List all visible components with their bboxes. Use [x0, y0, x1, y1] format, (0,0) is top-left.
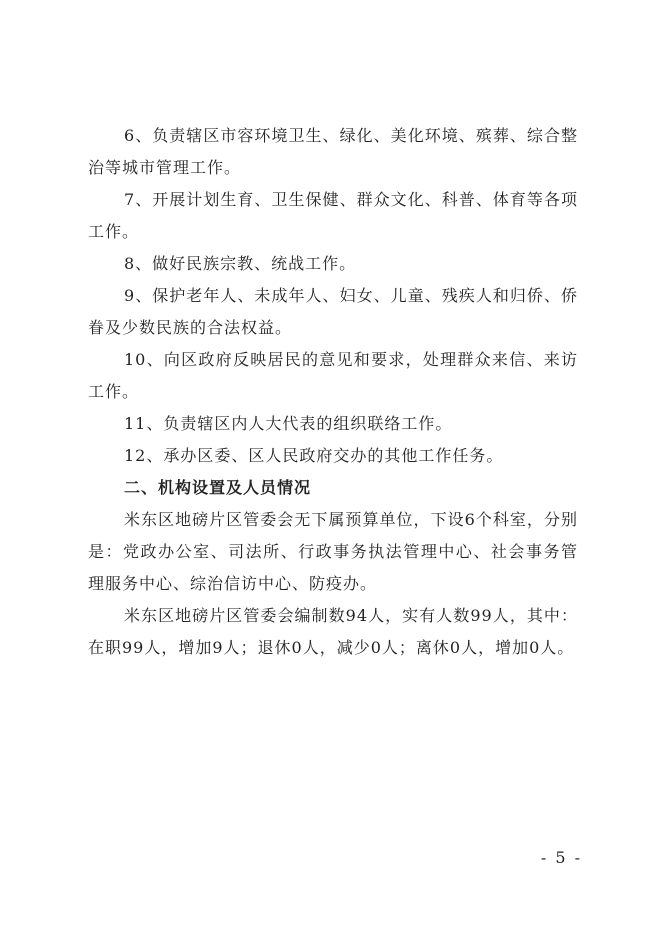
section-heading: 二、机构设置及人员情况 [124, 478, 312, 497]
paragraph-org-structure: 米东区地磅片区管委会无下属预算单位，下设6个科室，分别是：党政办公室、司法所、行政事务执法管理中心、社会事务管理服务中心、综治信访中心、防疫办。 [88, 510, 578, 593]
document-body [88, 120, 578, 664]
paragraph-item-8: 8、做好民族宗教、统战工作。 [124, 254, 357, 273]
paragraph-item-6: 6、负责辖区市容环境卫生、绿化、美化环境、殡葬、综合整治等城市管理工作。 [88, 126, 578, 177]
paragraph-item-11: 11、负责辖区内人大代表的组织联络工作。 [124, 414, 453, 433]
paragraph-item-9: 9、保护老年人、未成年人、妇女、儿童、残疾人和归侨、侨眷及少数民族的合法权益。 [88, 286, 578, 337]
paragraph-staffing: 米东区地磅片区管委会编制数94人，实有人数99人，其中：在职99人，增加9人；退休0人，减少0人；离休0人，增加0人。 [88, 606, 578, 657]
paragraph-item-7: 7、开展计划生育、卫生保健、群众文化、科普、体育等各项工作。 [88, 190, 578, 241]
paragraph-item-12: 12、承办区委、区人民政府交办的其他工作任务。 [124, 446, 504, 465]
page-number: - 5 - [540, 848, 582, 867]
paragraph-item-10: 10、向区政府反映居民的意见和要求，处理群众来信、来访工作。 [88, 350, 578, 401]
